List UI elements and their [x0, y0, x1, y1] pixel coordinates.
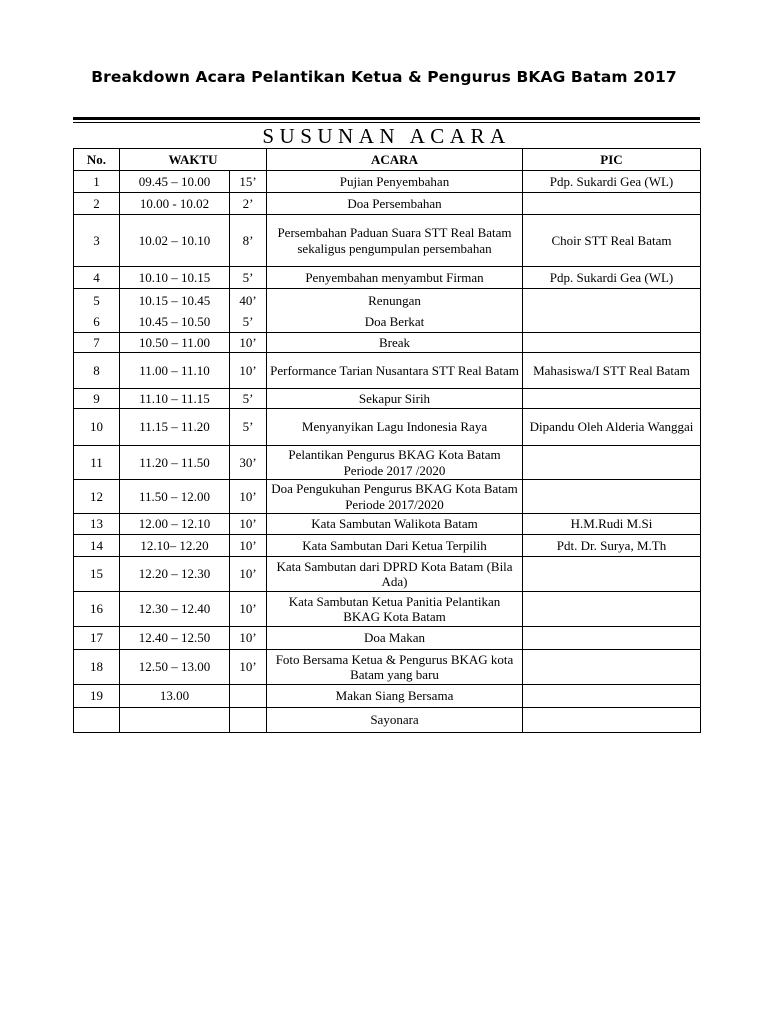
row-duration: 10’ — [230, 650, 267, 685]
row-no: 15 — [74, 557, 120, 592]
row-duration: 5’ — [230, 409, 267, 446]
table-row — [74, 592, 701, 627]
header-acara: ACARA — [267, 149, 523, 171]
row-acara: Penyembahan menyambut Firman — [267, 267, 523, 289]
table-row — [74, 685, 701, 708]
table-row — [74, 708, 701, 733]
row-acara: Performance Tarian Nusantara STT Real Batam — [267, 353, 523, 389]
table-row — [74, 289, 701, 333]
row-no: 9 — [74, 389, 120, 409]
table-row — [74, 215, 701, 267]
row-no: 11 — [74, 446, 120, 480]
row-pic — [523, 557, 701, 592]
row-duration: 5’ — [230, 389, 267, 409]
row-acara: Kata Sambutan Ketua Panitia Pelantikan BKAG Kota Batam — [267, 592, 523, 627]
table-row — [74, 480, 701, 514]
row-time-5: 10.15 – 10.45 — [138, 292, 211, 308]
row-time — [120, 708, 230, 733]
row-pic — [523, 685, 701, 708]
row-time: 12.00 – 12.10 — [120, 514, 230, 535]
row-time: 10.10 – 10.15 — [120, 267, 230, 289]
row-acara — [267, 289, 523, 333]
row-no: 3 — [74, 215, 120, 267]
row-time-6: 10.45 – 10.50 — [138, 313, 211, 329]
row-pic-5 — [526, 290, 697, 311]
row-acara: Kata Sambutan Dari Ketua Terpilih — [267, 535, 523, 557]
title-divider-thick — [73, 117, 700, 120]
row-no: 16 — [74, 592, 120, 627]
row-time: 12.50 – 13.00 — [120, 650, 230, 685]
row-duration: 8’ — [230, 215, 267, 267]
agenda-table — [73, 148, 701, 733]
row-acara: Doa Makan — [267, 627, 523, 650]
table-row — [74, 446, 701, 480]
row-no: 19 — [74, 685, 120, 708]
row-duration: 10’ — [230, 480, 267, 514]
header-pic: PIC — [523, 149, 701, 171]
row-time: 12.10– 12.20 — [120, 535, 230, 557]
row-acara: Break — [267, 333, 523, 353]
row-time — [120, 289, 230, 333]
row-time: 12.40 – 12.50 — [120, 627, 230, 650]
table-row — [74, 409, 701, 446]
row-acara: Pujian Penyembahan — [267, 171, 523, 193]
row-acara: Makan Siang Bersama — [267, 685, 523, 708]
row-pic — [523, 708, 701, 733]
row-duration-5: 40’ — [239, 292, 257, 308]
table-row — [74, 193, 701, 215]
row-duration: 10’ — [230, 333, 267, 353]
row-acara: Foto Bersama Ketua & Pengurus BKAG kota Batam yang baru — [267, 650, 523, 685]
row-acara-5: Renungan — [368, 292, 421, 308]
row-no: 10 — [74, 409, 120, 446]
row-acara: Kata Sambutan dari DPRD Kota Batam (Bila Ada) — [267, 557, 523, 592]
row-time: 11.50 – 12.00 — [120, 480, 230, 514]
document-title: Breakdown Acara Pelantikan Ketua & Pengurus BKAG Batam 2017 — [91, 68, 677, 86]
row-no: 4 — [74, 267, 120, 289]
row-duration — [230, 685, 267, 708]
section-title: SUSUNAN ACARA — [262, 124, 511, 148]
row-duration: 30’ — [230, 446, 267, 480]
row-pic: H.M.Rudi M.Si — [523, 514, 701, 535]
row-duration: 10’ — [230, 592, 267, 627]
row-no: 8 — [74, 353, 120, 389]
row-time: 11.15 – 11.20 — [120, 409, 230, 446]
row-time: 11.20 – 11.50 — [120, 446, 230, 480]
row-pic — [523, 446, 701, 480]
row-time: 12.30 – 12.40 — [120, 592, 230, 627]
row-no: 18 — [74, 650, 120, 685]
table-row — [74, 267, 701, 289]
row-pic: Pdt. Dr. Surya, M.Th — [523, 535, 701, 557]
row-duration: 10’ — [230, 514, 267, 535]
row-time: 10.50 – 11.00 — [120, 333, 230, 353]
row-acara: Pelantikan Pengurus BKAG Kota Batam Periode 2017 /2020 — [267, 446, 523, 480]
row-duration — [230, 708, 267, 733]
table-row — [74, 557, 701, 592]
row-time: 10.00 - 10.02 — [120, 193, 230, 215]
row-pic: Pdp. Sukardi Gea (WL) — [523, 267, 701, 289]
row-acara: Persembahan Paduan Suara STT Real Batam sekaligus pengumpulan persembahan — [267, 215, 523, 267]
row-pic-6 — [526, 311, 697, 332]
header-no: No. — [74, 149, 120, 171]
table-header-row — [74, 149, 701, 171]
row-pic — [523, 650, 701, 685]
row-duration: 10’ — [230, 353, 267, 389]
row-pic: Pdp. Sukardi Gea (WL) — [523, 171, 701, 193]
row-acara: Menyanyikan Lagu Indonesia Raya — [267, 409, 523, 446]
row-no: 7 — [74, 333, 120, 353]
row-duration: 10’ — [230, 535, 267, 557]
row-no: 2 — [74, 193, 120, 215]
row-no-5: 5 — [93, 292, 100, 308]
row-duration: 10’ — [230, 627, 267, 650]
header-waktu: WAKTU — [120, 149, 267, 171]
row-duration: 10’ — [230, 557, 267, 592]
row-no: 14 — [74, 535, 120, 557]
row-no — [74, 289, 120, 333]
row-acara: Kata Sambutan Walikota Batam — [267, 514, 523, 535]
row-no: 13 — [74, 514, 120, 535]
row-acara: Doa Pengukuhan Pengurus BKAG Kota Batam Periode 2017/2020 — [267, 480, 523, 514]
table-row — [74, 353, 701, 389]
title-divider-thin — [73, 122, 700, 123]
row-pic — [523, 480, 701, 514]
row-time: 09.45 – 10.00 — [120, 171, 230, 193]
row-no: 17 — [74, 627, 120, 650]
row-pic — [523, 289, 701, 333]
row-acara: Sayonara — [267, 708, 523, 733]
row-duration — [230, 289, 267, 333]
row-time: 10.02 – 10.10 — [120, 215, 230, 267]
row-no: 12 — [74, 480, 120, 514]
row-duration: 2’ — [230, 193, 267, 215]
row-no — [74, 708, 120, 733]
row-pic: Dipandu Oleh Alderia Wanggai — [523, 409, 701, 446]
row-acara-6: Doa Berkat — [364, 313, 425, 329]
row-pic — [523, 333, 701, 353]
row-duration-6: 5’ — [242, 313, 254, 329]
row-no: 1 — [74, 171, 120, 193]
table-row — [74, 535, 701, 557]
row-time: 13.00 — [120, 685, 230, 708]
table-row — [74, 514, 701, 535]
row-pic — [523, 389, 701, 409]
table-row — [74, 171, 701, 193]
row-acara: Doa Persembahan — [267, 193, 523, 215]
table-row — [74, 333, 701, 353]
row-time: 11.10 – 11.15 — [120, 389, 230, 409]
table-row — [74, 389, 701, 409]
row-duration: 5’ — [230, 267, 267, 289]
row-duration: 15’ — [230, 171, 267, 193]
row-time: 11.00 – 11.10 — [120, 353, 230, 389]
row-time: 12.20 – 12.30 — [120, 557, 230, 592]
row-no-6: 6 — [93, 313, 100, 329]
table-row — [74, 650, 701, 685]
row-pic — [523, 627, 701, 650]
table-row — [74, 627, 701, 650]
row-pic — [523, 592, 701, 627]
row-pic: Choir STT Real Batam — [523, 215, 701, 267]
row-pic: Mahasiswa/I STT Real Batam — [523, 353, 701, 389]
row-acara: Sekapur Sirih — [267, 389, 523, 409]
row-pic — [523, 193, 701, 215]
